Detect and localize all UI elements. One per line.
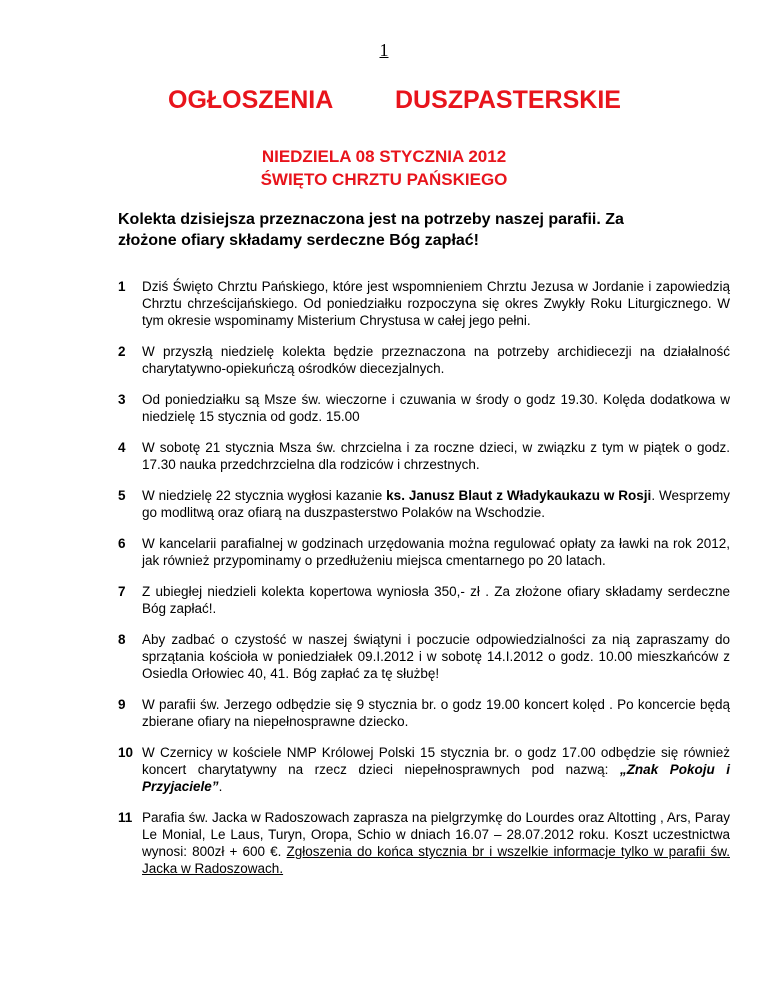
announcement-item bbox=[118, 278, 730, 329]
announcement-item bbox=[118, 391, 730, 425]
item-number: 8 bbox=[118, 632, 126, 647]
announcement-item bbox=[118, 487, 730, 521]
intro-paragraph: Kolekta dzisiejsza przeznaczona jest na potrzeby naszej parafii. Za złożone ofiary składamy serdeczne Bóg zapłać! bbox=[118, 211, 624, 249]
guest-preacher: ks. Janusz Blaut z Władykaukazu w Rosji bbox=[386, 488, 652, 503]
announcement-item bbox=[118, 696, 730, 730]
item-text-part: . bbox=[218, 779, 223, 794]
item-text: W przyszłą niedzielę kolekta będzie przeznaczona na potrzeby archidiecezji na działalność charytatywno-opiekuńczą ośrodków diecezjalnych. bbox=[142, 344, 730, 376]
item-number: 7 bbox=[118, 584, 126, 599]
subtitle-feast: ŚWIĘTO CHRZTU PAŃSKIEGO bbox=[260, 170, 508, 189]
announcement-list bbox=[118, 278, 730, 891]
item-number: 9 bbox=[118, 697, 126, 712]
item-number: 5 bbox=[118, 488, 126, 503]
item-text bbox=[142, 809, 730, 877]
announcement-item bbox=[118, 583, 730, 617]
item-number: 11 bbox=[118, 810, 133, 825]
announcement-item bbox=[118, 631, 730, 682]
item-number: 2 bbox=[118, 344, 126, 359]
item-text: Od poniedziałku są Msze św. wieczorne i czuwania w środy o godz 19.30. Kolęda dodatkowa w niedzielę 15 stycznia od godz. 15.00 bbox=[142, 392, 730, 424]
title-part-2: DUSZPASTERSKIE bbox=[395, 86, 621, 114]
announcement-item bbox=[118, 439, 730, 473]
item-text: W parafii św. Jerzego odbędzie się 9 stycznia br. o godz 19.00 koncert kolęd . Po koncercie będą zbierane ofiary na niepełnosprawne dziecko. bbox=[142, 697, 730, 729]
item-text-part: Parafia św. Jacka w Radoszowach zaprasza na pielgrzymkę do Lourdes oraz Altotting , Ars, Paray Le Monial, Le Laus, Turyn, Oropa, Schio w dniach 16.07 – 28.07.2012 roku. Koszt uczestnictwa wynosi: 800zł + 600 €. bbox=[142, 810, 730, 859]
item-number: 6 bbox=[118, 536, 126, 551]
page-number: 1 bbox=[379, 40, 389, 60]
item-text bbox=[142, 744, 730, 795]
item-text-part: W Czernicy w kościele NMP Królowej Polski 15 stycznia br. o godz 17.00 odbędzie się również koncert charytatywny na rzecz dzieci niepełnosprawnych pod nazwą: bbox=[142, 745, 730, 777]
item-text: Aby zadbać o czystość w naszej świątyni i poczucie odpowiedzialności za nią zapraszamy do sprzątania kościoła w poniedziałek 09.I.2012 i w sobotę 14.I.2012 o godz. 10.00 mieszkańców z Osiedla Orłowiec 40, 41. Bóg zapłać za tę służbę! bbox=[142, 632, 730, 681]
page-title bbox=[168, 86, 621, 115]
item-text: Z ubiegłej niedzieli kolekta kopertowa wyniosła 350,- zł . Za złożone ofiary składamy serdeczne Bóg zapłać!. bbox=[142, 584, 730, 616]
item-number: 4 bbox=[118, 440, 126, 455]
concert-name: „Znak Pokoju i Przyjaciele” bbox=[142, 762, 731, 794]
title-part-1: OGŁOSZENIA bbox=[168, 86, 334, 114]
item-number: 1 bbox=[118, 279, 126, 294]
item-number: 3 bbox=[118, 392, 126, 407]
registration-info: Zgłoszenia do końca stycznia br i wszelkie informacje tylko w parafii św. Jacka w Radoszowach. bbox=[142, 844, 730, 876]
announcement-item bbox=[118, 535, 730, 569]
item-text-part: W niedzielę 22 stycznia wygłosi kazanie bbox=[142, 488, 387, 503]
item-text: W kancelarii parafialnej w godzinach urzędowania można regulować opłaty za ławki na rok 2012, jak również przypominamy o przedłużeniu miejsca cmentarnego po 20 latach. bbox=[142, 536, 730, 568]
item-text: W sobotę 21 stycznia Msza św. chrzcielna i za roczne dzieci, w związku z tym w piątek o godz. 17.30 nauka przedchrzcielna dla rodziców i chrzestnych. bbox=[142, 440, 730, 472]
item-text bbox=[142, 487, 730, 521]
announcement-item bbox=[118, 744, 730, 795]
announcement-item bbox=[118, 343, 730, 377]
subtitle-date: NIEDZIELA 08 STYCZNIA 2012 bbox=[261, 147, 507, 166]
item-number: 10 bbox=[118, 745, 134, 760]
announcement-item bbox=[118, 809, 730, 877]
item-text-part: . Wesprzemy go modlitwą oraz ofiarą na duszpasterstwo Polaków na Wschodzie. bbox=[142, 488, 731, 520]
item-text: Dziś Święto Chrztu Pańskiego, które jest wspomnieniem Chrztu Jezusa w Jordanie i zapowiedzią Chrztu chrześcijańskiego. Od poniedziałku rozpoczyna się okres Zwykły Roku Liturgicznego. W tym okresie wspominamy Misterium Chrystusa w całej jego pełni. bbox=[142, 279, 730, 328]
